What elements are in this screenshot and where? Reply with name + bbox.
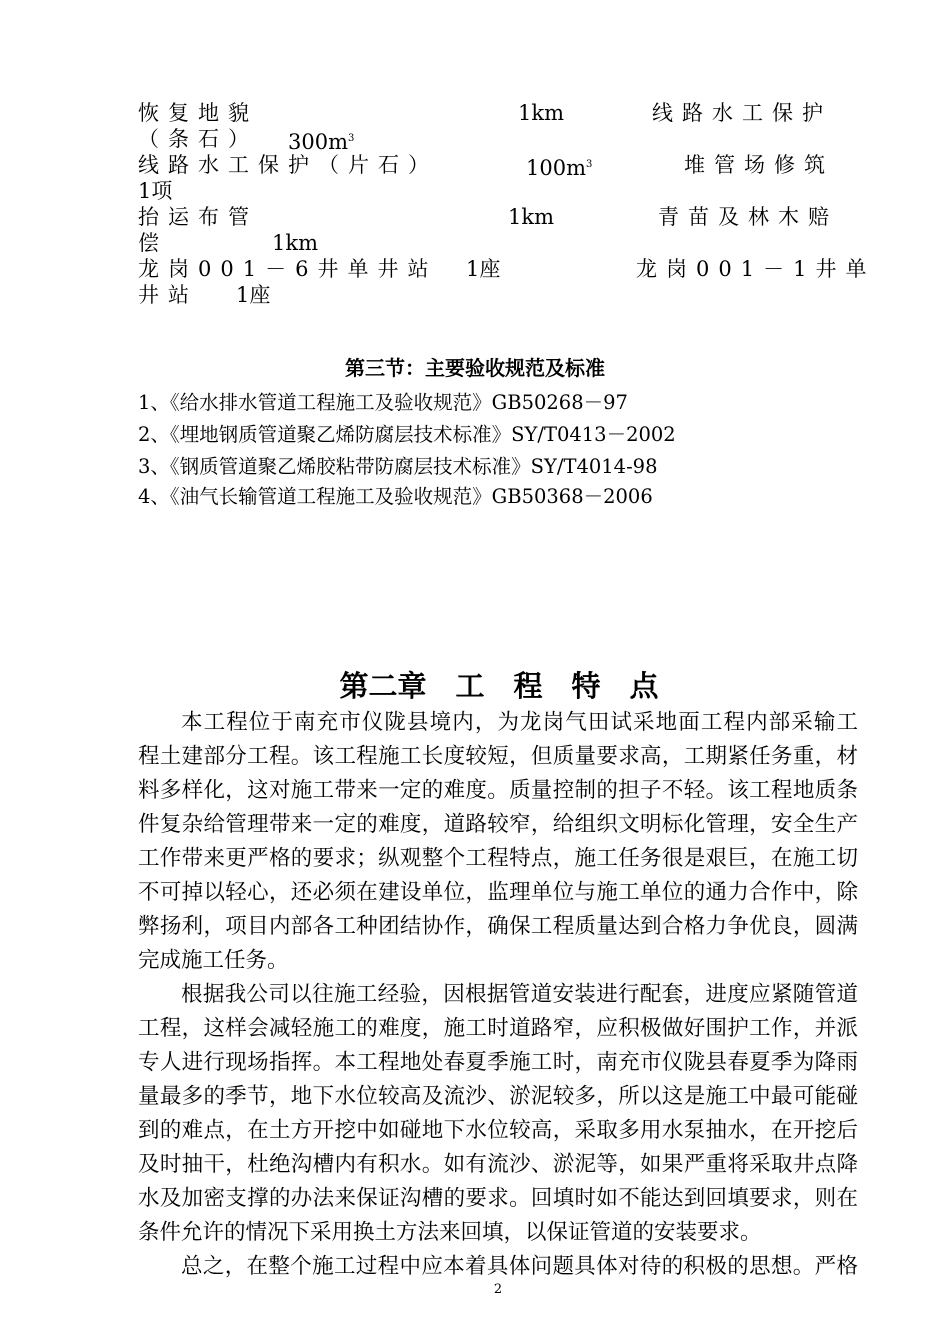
text-line: 工程，这样会减轻施工的难度，施工时道路窄，应积极做好围护工作，并派 [138, 1016, 858, 1041]
text-line: 弊扬利，项目内部各工种团结协作，确保工程质量达到合格力争优良，圆满 [138, 914, 858, 939]
quantity-item: 龙岗001－1井单 [636, 257, 876, 281]
text-line: 及时抽干，杜绝沟槽内有积水。如有流沙、淤泥等，如果严重将采取井点降 [138, 1152, 858, 1177]
text-line: 料多样化，这对施工带来一定的难度。质量控制的担子不轻。该工程地质条 [138, 778, 858, 803]
text-line: 根据我公司以往施工经验，因根据管道安装进行配套，进度应紧随管道 [181, 982, 858, 1007]
quantity-value: 1km [508, 205, 554, 229]
text-line: 水及加密支撑的办法来保证沟槽的要求。回填时如不能达到回填要求，则在 [138, 1186, 858, 1211]
quantity-item: 井站 [138, 283, 198, 307]
text-line: 到的难点，在土方开挖中如碰地下水位较高，采取多用水泵抽水，在开挖后 [138, 1118, 858, 1143]
quantity-item: 恢复地貌 [138, 101, 258, 125]
text-line: 件复杂给管理带来一定的难度，道路较窄，给组织文明标化管理，安全生产 [138, 812, 858, 837]
standard-item: 2、《埋地钢质管道聚乙烯防腐层技术标准》SY/T0413－2002 [138, 423, 676, 446]
standard-item: 4、《油气长输管道工程施工及验收规范》GB50368－2006 [138, 485, 653, 508]
quantity-item: 抬运布管 [138, 205, 258, 229]
section-title: 第三节：主要验收规范及标准 [345, 356, 605, 380]
quantity-item: 线路水工保护（片石） [138, 153, 438, 177]
quantity-item: （条石） [138, 127, 258, 151]
text-line: 专人进行现场指挥。本工程地处春夏季施工时，南充市仪陇县春夏季为降雨 [138, 1050, 858, 1075]
quantity-value: 1km [518, 101, 564, 125]
quantity-item: 青苗及林木赔 [658, 205, 838, 229]
quantity-value: 1项 [138, 179, 173, 203]
quantity-item: 线路水工保护 [652, 101, 832, 125]
quantity-item: 偿 [138, 231, 159, 255]
quantity-value: 1座 [466, 257, 501, 281]
quantity-value: 1座 [236, 283, 271, 307]
standard-item: 3、《钢质管道聚乙烯胶粘带防腐层技术标准》SY/T4014-98 [138, 455, 658, 478]
quantity-value: $300m^3$ [288, 130, 355, 154]
chapter-title: 第二章 工 程 特 点 [339, 669, 659, 703]
body-text [138, 706, 858, 1284]
standard-item: 1、《给水排水管道工程施工及验收规范》GB50268－97 [138, 391, 628, 414]
text-line: 总之，在整个施工过程中应本着具体问题具体对待的积极的思想。严格 [181, 1254, 858, 1279]
text-line: 工作带来更严格的要求；纵观整个工程特点，施工任务很是艰巨，在施工切 [138, 846, 858, 871]
quantity-value: 1km [272, 231, 318, 255]
page-number: 2 [493, 1282, 503, 1297]
quantity-item: 堆管场修筑 [684, 153, 834, 177]
text-line: 完成施工任务。 [138, 948, 289, 973]
text-line: 条件允许的情况下采用换土方法来回填，以保证管道的安装要求。 [138, 1220, 762, 1245]
quantity-value: $100m^3$ [526, 156, 593, 180]
text-line: 不可掉以轻心，还必须在建设单位，监理单位与施工单位的通力合作中，除 [138, 880, 858, 905]
text-line: 本工程位于南充市仪陇县境内，为龙岗气田试采地面工程内部采输工 [181, 710, 858, 735]
text-line: 量最多的季节，地下水位较高及流沙、淤泥较多，所以这是施工中最可能碰 [138, 1084, 858, 1109]
text-line: 程土建部分工程。该工程施工长度较短，但质量要求高，工期紧任务重，材 [138, 744, 858, 769]
quantity-item: 龙岗001－6井单井站 [138, 257, 438, 281]
